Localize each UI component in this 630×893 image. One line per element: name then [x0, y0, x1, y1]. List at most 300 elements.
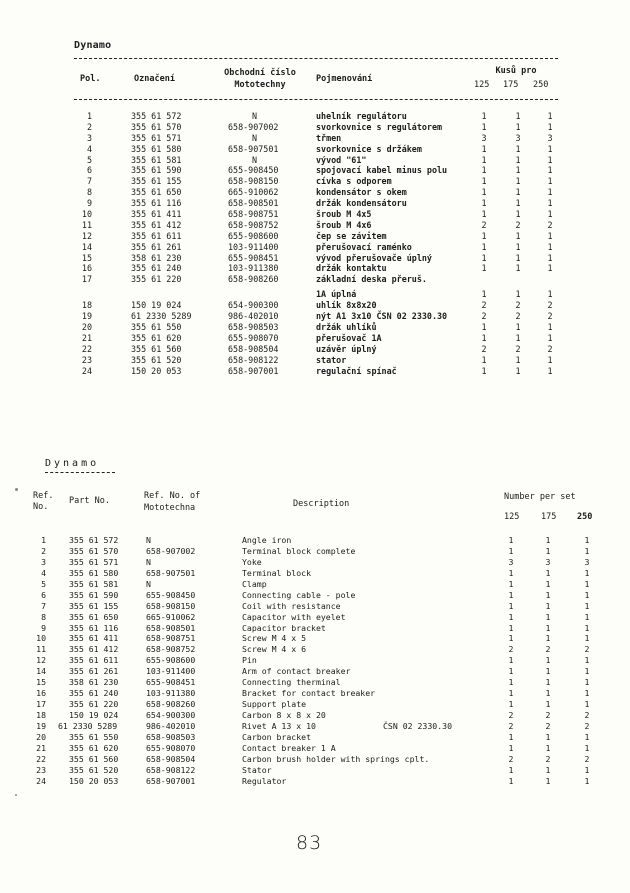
- czech-pol: 17: [81, 274, 92, 285]
- czech-table-row: [0, 366, 630, 377]
- czech-ref-number: 658-908122: [228, 354, 279, 365]
- czech-quantity: 1: [547, 332, 553, 343]
- page-number: 83: [296, 832, 323, 854]
- english-quantity: 3: [584, 556, 590, 567]
- czech-quantity: 1: [481, 365, 487, 376]
- czech-part-number: 355 61 240: [131, 263, 182, 274]
- czech-part-number: 355 61 590: [131, 165, 182, 176]
- english-ref-no: 20: [36, 731, 46, 742]
- english-part-number: 150 20 053: [69, 775, 119, 786]
- czech-part-number: 355 61 550: [131, 322, 182, 333]
- english-description: Capacitor bracket: [242, 622, 326, 633]
- english-description: Connecting cable - pole: [242, 589, 356, 600]
- english-ref-no: 14: [36, 666, 46, 677]
- czech-quantity: 1: [547, 252, 553, 263]
- english-part-number: 355 61 581: [69, 578, 119, 589]
- czech-part-number: 358 61 230: [131, 252, 182, 263]
- english-mototechna-ref: 658-908752: [146, 644, 196, 655]
- czech-quantity: 3: [547, 132, 553, 143]
- czech-part-number: 355 61 411: [131, 209, 182, 220]
- english-quantity: 3: [545, 556, 551, 567]
- czech-table-row: [0, 220, 630, 231]
- english-part-number: 355 61 590: [69, 589, 119, 600]
- czech-ref-number: N: [252, 111, 258, 121]
- czech-part-number: 355 61 611: [131, 230, 182, 241]
- czech-description: vývod "61": [316, 154, 367, 165]
- english-quantity: 2: [545, 644, 551, 655]
- czech-quantity: 1: [481, 209, 487, 220]
- english-ref-no: 15: [36, 677, 46, 688]
- english-table-row: [0, 688, 630, 699]
- czech-quantity: 1: [515, 121, 521, 132]
- english-description: Angle iron: [242, 535, 292, 545]
- english-header-mototechna: Mototechna: [144, 503, 196, 513]
- english-description: Support plate: [242, 699, 307, 710]
- czech-description: stator: [316, 354, 347, 365]
- english-ref-no: 4: [41, 567, 46, 578]
- english-ref-no: 17: [36, 699, 46, 710]
- czech-part-number: 355 61 650: [131, 187, 182, 198]
- czech-pol: 7: [86, 176, 92, 187]
- english-quantity: 1: [584, 731, 590, 742]
- english-quantity: 1: [545, 699, 551, 710]
- czech-table-row: [0, 344, 630, 355]
- english-title-underline: [45, 472, 115, 473]
- english-quantity: 1: [545, 535, 551, 545]
- czech-table-row: [0, 165, 630, 176]
- czech-quantity: 1: [515, 154, 521, 165]
- czech-quantity: 1: [515, 198, 521, 209]
- czech-quantity: 1: [481, 263, 487, 274]
- english-part-number: 358 61 230: [69, 677, 119, 688]
- czech-table-row: [0, 289, 630, 300]
- english-quantity: 2: [584, 710, 590, 720]
- english-table-row: [0, 579, 630, 590]
- english-part-number: 355 61 560: [69, 753, 119, 764]
- english-mototechna-ref: N: [146, 556, 151, 567]
- czech-quantity: 2: [515, 311, 521, 322]
- czech-quantity: 1: [481, 322, 487, 333]
- english-quantity: 1: [545, 567, 551, 578]
- czech-pol: 24: [81, 365, 92, 376]
- english-header-125: 125: [504, 512, 520, 522]
- czech-table-row: [0, 198, 630, 209]
- english-quantity: 1: [545, 633, 551, 644]
- czech-ref-number: 658-908150: [228, 176, 279, 187]
- english-part-number: 355 61 611: [69, 655, 119, 666]
- english-description: Clamp: [242, 578, 267, 589]
- czech-quantity: 1: [515, 332, 521, 343]
- czech-table-row: [0, 333, 630, 344]
- english-quantity: 1: [584, 545, 590, 556]
- czech-table-row: [0, 176, 630, 187]
- czech-pol: 11: [81, 219, 92, 230]
- english-part-number: 355 61 155: [69, 600, 119, 611]
- english-quantity: 1: [584, 688, 590, 699]
- english-description: Bracket for contact breaker: [242, 688, 376, 699]
- english-quantity: 1: [508, 535, 514, 545]
- english-table-row: [0, 710, 630, 721]
- english-quantity: 1: [545, 655, 551, 666]
- english-part-number: 355 61 550: [69, 731, 119, 742]
- english-mototechna-ref: 658-908501: [146, 622, 196, 633]
- english-quantity: 1: [545, 611, 551, 622]
- czech-header-mototechny: Mototechny: [234, 80, 286, 90]
- czech-quantity: 1: [547, 263, 553, 274]
- english-table-row: [0, 666, 630, 677]
- czech-description: uhlík 8x8x20: [316, 300, 377, 311]
- english-mototechna-ref: 654-900300: [146, 710, 196, 720]
- english-mototechna-ref: 658-907501: [146, 567, 196, 578]
- english-description: Stator: [242, 764, 272, 775]
- czech-ref-number: 655-908451: [228, 252, 279, 263]
- czech-quantity: 2: [515, 300, 521, 311]
- czech-pol: 16: [81, 263, 92, 274]
- czech-table-row: [0, 274, 630, 289]
- czech-ref-number: 658-908751: [228, 209, 279, 220]
- czech-table-row: [0, 355, 630, 366]
- czech-header-kusu-pro: Kusů pro: [495, 66, 537, 76]
- english-quantity: 1: [508, 731, 514, 742]
- english-quantity: 1: [545, 578, 551, 589]
- english-quantity: 1: [545, 666, 551, 677]
- czech-quantity: 1: [547, 365, 553, 376]
- czech-ref-number: 665-910062: [228, 187, 279, 198]
- english-mototechna-ref: 658-907002: [146, 545, 196, 556]
- czech-quantity: 1: [547, 230, 553, 241]
- english-quantity: 1: [545, 764, 551, 775]
- czech-ref-number: 658-908752: [228, 219, 279, 230]
- english-quantity: 1: [545, 677, 551, 688]
- english-part-number: 355 61 412: [69, 644, 119, 655]
- czech-quantity: 1: [515, 209, 521, 220]
- czech-description: nýt A1 3x10 ČSN 02 2330.30: [316, 311, 448, 322]
- english-quantity: 1: [508, 655, 514, 666]
- czech-description: spojovací kabel minus polu: [316, 165, 448, 176]
- czech-quantity: 1: [515, 165, 521, 176]
- czech-table-row: [0, 300, 630, 311]
- english-quantity: 1: [545, 731, 551, 742]
- english-header-ref-no-of: Ref. No. of: [144, 491, 201, 501]
- english-part-number: 355 61 261: [69, 666, 119, 677]
- english-quantity: 1: [584, 775, 590, 786]
- czech-table-row: [0, 155, 630, 166]
- czech-header-125: 125: [474, 80, 490, 90]
- english-quantity: 1: [545, 775, 551, 786]
- english-table-row: [0, 633, 630, 644]
- english-part-number: 355 61 411: [69, 633, 119, 644]
- czech-description: uhelník regulátoru: [316, 111, 407, 121]
- czech-ref-number: 658-907002: [228, 121, 279, 132]
- english-quantity: 1: [584, 622, 590, 633]
- english-mototechna-ref: 658-908122: [146, 764, 196, 775]
- english-description: Carbon 8 x 8 x 20: [242, 710, 326, 720]
- english-parts-table: [0, 535, 630, 787]
- czech-quantity: 1: [481, 289, 487, 300]
- czech-pol: 21: [81, 332, 92, 343]
- english-table-row: [0, 677, 630, 688]
- czech-part-number: 355 61 220: [131, 274, 182, 285]
- english-table-row: [0, 743, 630, 754]
- czech-part-number: 355 61 560: [131, 343, 182, 354]
- english-table-row: [0, 601, 630, 612]
- english-quantity: 1: [508, 775, 514, 786]
- czech-ref-number: 655-908070: [228, 332, 279, 343]
- czech-part-number: 61 2330 5289: [131, 311, 192, 322]
- czech-quantity: 1: [547, 354, 553, 365]
- czech-table-row: [0, 311, 630, 322]
- english-ref-no: 24: [36, 775, 46, 786]
- english-mototechna-ref: N: [146, 535, 151, 545]
- czech-quantity: 2: [481, 343, 487, 354]
- czech-pol: 18: [81, 300, 92, 311]
- czech-pol: 9: [86, 198, 92, 209]
- czech-pol: 4: [86, 143, 92, 154]
- english-description: Pin: [242, 655, 257, 666]
- english-mototechna-ref: 658-908751: [146, 633, 196, 644]
- english-table-row: [0, 590, 630, 601]
- english-title-text: Dynamo: [45, 458, 100, 469]
- english-quantity: 2: [584, 720, 590, 731]
- czech-pol: 23: [81, 354, 92, 365]
- czech-quantity: 1: [547, 143, 553, 154]
- english-part-number: 355 61 572: [69, 535, 119, 545]
- czech-description: držák uhlíků: [316, 322, 377, 333]
- english-header-description: Description: [293, 499, 350, 509]
- english-quantity: 1: [545, 600, 551, 611]
- english-ref-no: 22: [36, 753, 46, 764]
- english-quantity: 1: [508, 578, 514, 589]
- english-part-number: 355 61 650: [69, 611, 119, 622]
- czech-quantity: 1: [481, 332, 487, 343]
- english-ref-no: 19: [36, 720, 46, 731]
- czech-header-top-rule: [74, 58, 558, 59]
- czech-quantity: 1: [515, 365, 521, 376]
- czech-description: přerušovací raménko: [316, 241, 412, 252]
- english-mototechna-ref: N: [146, 578, 151, 589]
- czech-quantity: 1: [515, 263, 521, 274]
- english-ref-no: 12: [36, 655, 46, 666]
- czech-pol: 1: [86, 111, 92, 121]
- czech-quantity: 2: [481, 219, 487, 230]
- english-quantity: 1: [508, 742, 514, 753]
- english-ref-no: 11: [36, 644, 46, 655]
- czech-quantity: 1: [515, 252, 521, 263]
- czech-quantity: 2: [547, 343, 553, 354]
- czech-quantity: 1: [515, 187, 521, 198]
- czech-description: držák kondensátoru: [316, 198, 407, 209]
- english-table-row: [0, 754, 630, 765]
- czech-description: svorkovnice s regulátorem: [316, 121, 443, 132]
- english-mototechna-ref: 655-908450: [146, 589, 196, 600]
- czech-part-number: 150 19 024: [131, 300, 182, 311]
- english-part-number: 355 61 620: [69, 742, 119, 753]
- english-ref-no: 16: [36, 688, 46, 699]
- english-mototechna-ref: 658-908150: [146, 600, 196, 611]
- czech-table-row: [0, 144, 630, 155]
- english-header-250: 250: [577, 512, 593, 522]
- english-part-number: 150 19 024: [69, 710, 119, 720]
- czech-part-number: 150 20 053: [131, 365, 182, 376]
- czech-ref-number: 655-908600: [228, 230, 279, 241]
- czech-pol: 20: [81, 322, 92, 333]
- czech-table-row: [0, 133, 630, 144]
- czech-pol: 5: [86, 154, 92, 165]
- english-quantity: 1: [508, 611, 514, 622]
- czech-quantity: 1: [515, 230, 521, 241]
- czech-description: svorkovnice s držákem: [316, 143, 422, 154]
- czech-header-pol: Pol.: [80, 74, 101, 84]
- czech-header-pojmenovani: Pojmenování: [316, 74, 373, 84]
- czech-part-number: 355 61 520: [131, 354, 182, 365]
- english-mototechna-ref: 665-910062: [146, 611, 196, 622]
- english-quantity: 1: [584, 611, 590, 622]
- english-quantity: 2: [584, 644, 590, 655]
- english-description: Yoke: [242, 556, 262, 567]
- english-quantity: 1: [584, 578, 590, 589]
- czech-quantity: 1: [481, 154, 487, 165]
- english-description: Screw M 4 x 5: [242, 633, 307, 644]
- english-quantity: 1: [508, 600, 514, 611]
- english-quantity: 1: [584, 535, 590, 545]
- english-ref-no: 9: [41, 622, 46, 633]
- english-quantity: 1: [508, 677, 514, 688]
- english-quantity: 2: [508, 644, 514, 655]
- czech-description: regulační spínač: [316, 365, 397, 376]
- english-ref-no: 1: [41, 535, 46, 545]
- english-ref-no: 21: [36, 742, 46, 753]
- czech-part-number: 355 61 570: [131, 121, 182, 132]
- czech-header-bottom-rule: [74, 99, 558, 100]
- english-quantity: 1: [545, 688, 551, 699]
- english-quantity: 1: [508, 567, 514, 578]
- czech-quantity: 1: [481, 176, 487, 187]
- english-quantity: 2: [508, 710, 514, 720]
- english-quantity: 1: [508, 764, 514, 775]
- english-table-row: [0, 623, 630, 634]
- english-ref-no: 10: [36, 633, 46, 644]
- english-quantity: 1: [508, 699, 514, 710]
- czech-pol: 10: [81, 209, 92, 220]
- english-mototechna-ref: 658-908504: [146, 753, 196, 764]
- czech-header-obchodni-cislo: Obchodní číslo: [224, 68, 296, 78]
- czech-parts-table: [0, 111, 630, 376]
- english-part-number: 355 61 220: [69, 699, 119, 710]
- czech-section-title: Dynamo: [74, 40, 112, 51]
- czech-quantity: 1: [515, 241, 521, 252]
- czech-quantity: 1: [547, 289, 553, 300]
- english-ref-no: 6: [41, 589, 46, 600]
- czech-quantity: 1: [515, 354, 521, 365]
- czech-pol: 14: [81, 241, 92, 252]
- english-ref-no: 2: [41, 545, 46, 556]
- english-table-row: [0, 612, 630, 623]
- english-table-row: [0, 546, 630, 557]
- czech-ref-number: 654-900300: [228, 300, 279, 311]
- czech-quantity: 3: [481, 132, 487, 143]
- czech-quantity: 2: [481, 311, 487, 322]
- czech-quantity: 1: [515, 111, 521, 121]
- english-table-row: [0, 535, 630, 546]
- czech-quantity: 1: [547, 209, 553, 220]
- czech-quantity: 1: [547, 176, 553, 187]
- czech-description: držák kontaktu: [316, 263, 387, 274]
- czech-pol: 19: [81, 311, 92, 322]
- english-mototechna-ref: 103-911400: [146, 666, 196, 677]
- czech-table-row: [0, 253, 630, 264]
- czech-quantity: 1: [547, 322, 553, 333]
- czech-description: uzávěr úplný: [316, 343, 377, 354]
- english-table-row: [0, 644, 630, 655]
- czech-quantity: 2: [547, 300, 553, 311]
- english-part-number: 355 61 580: [69, 567, 119, 578]
- czech-quantity: 1: [547, 121, 553, 132]
- czech-table-row: [0, 322, 630, 333]
- english-table-row: [0, 721, 630, 732]
- czech-table-row: [0, 111, 630, 122]
- english-quantity: 2: [545, 720, 551, 731]
- czech-table-row: [0, 122, 630, 133]
- english-quantity: 1: [545, 589, 551, 600]
- czech-quantity: 1: [547, 187, 553, 198]
- czech-ref-number: 103-911400: [228, 241, 279, 252]
- english-description: Connecting therminal: [242, 677, 341, 688]
- czech-table-row: [0, 242, 630, 253]
- czech-part-number: 355 61 581: [131, 154, 182, 165]
- english-quantity: 1: [508, 589, 514, 600]
- english-quantity: 1: [508, 633, 514, 644]
- english-quantity: 1: [584, 764, 590, 775]
- czech-table-row: [0, 187, 630, 198]
- czech-quantity: 1: [481, 111, 487, 121]
- czech-description: 1A úplná: [316, 289, 357, 300]
- czech-ref-number: 658-908260: [228, 274, 279, 285]
- english-table-row: [0, 699, 630, 710]
- english-part-number: 355 61 520: [69, 764, 119, 775]
- czech-ref-number: 986-402010: [228, 311, 279, 322]
- czech-quantity: 3: [515, 132, 521, 143]
- english-quantity: 1: [508, 688, 514, 699]
- czech-ref-number: N: [252, 154, 258, 165]
- english-ref-no: 5: [41, 578, 46, 589]
- czech-quantity: 1: [547, 198, 553, 209]
- english-part-number: 61 2330 5289: [58, 720, 118, 731]
- czech-table-row: [0, 263, 630, 274]
- english-description: Carbon bracket: [242, 731, 312, 742]
- czech-quantity: 1: [481, 354, 487, 365]
- czech-part-number: 355 61 155: [131, 176, 182, 187]
- czech-description: přerušovač 1A: [316, 332, 382, 343]
- english-table-row: [0, 655, 630, 666]
- czech-quantity: 1: [481, 187, 487, 198]
- czech-quantity: 1: [515, 322, 521, 333]
- english-mototechna-ref: 658-907001: [146, 775, 196, 786]
- czech-description: cívka s odporem: [316, 176, 392, 187]
- english-mototechna-ref: 103-911380: [146, 688, 196, 699]
- czech-part-number: 355 61 116: [131, 198, 182, 209]
- czech-ref-number: 658-908504: [228, 343, 279, 354]
- czech-quantity: 1: [515, 143, 521, 154]
- english-table-row: [0, 776, 630, 787]
- czech-quantity: 1: [481, 121, 487, 132]
- czech-pol: 2: [86, 121, 92, 132]
- english-quantity: 1: [584, 666, 590, 677]
- czech-table-row: [0, 231, 630, 242]
- english-quantity: 2: [584, 753, 590, 764]
- czech-header-oznaceni: Označení: [134, 74, 175, 84]
- czech-description: čep se závitem: [316, 230, 387, 241]
- czech-quantity: 1: [481, 241, 487, 252]
